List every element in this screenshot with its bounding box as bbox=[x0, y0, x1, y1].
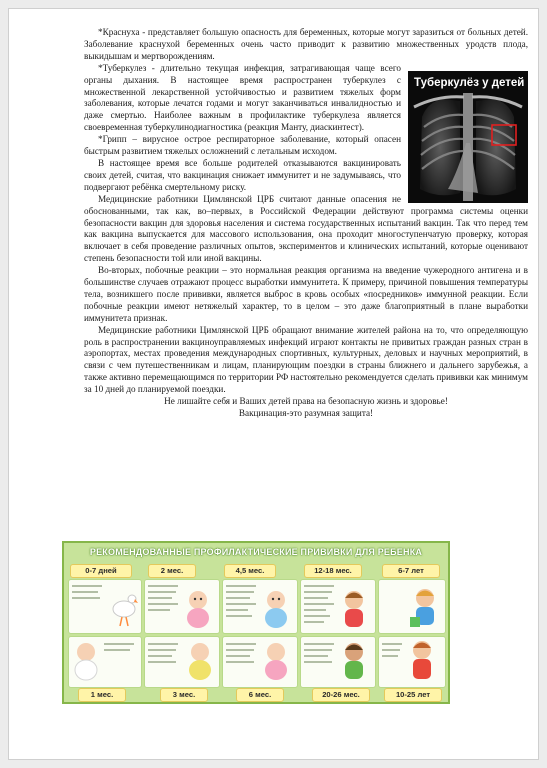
vaccine-list-graphic bbox=[304, 583, 338, 629]
paragraph-appeal: Не лишайте себя и Ваших детей права на безопасную жизнь и здоровье! bbox=[164, 396, 448, 407]
vaccine-list-graphic bbox=[304, 641, 338, 681]
paragraph-slogan: Вакцинация-это разумная защита! bbox=[238, 408, 374, 418]
toddler-illustration-20m bbox=[338, 641, 370, 681]
paragraph-refusal: В настоящее время все больше родителей отказываются вакцинировать своих детей, считая, что вакцинация снижает иммунитет и не задумываясь, что подвергают ребёнка смертельному риску. bbox=[84, 157, 401, 192]
paragraph-flu: *Грипп – вирусное острое респираторное заболевание, который опасен быстрым развитием тяжелых осложнений с летальным исходом. bbox=[84, 134, 401, 157]
age-label-6-7-years: 6-7 лет bbox=[382, 564, 440, 578]
age-label-3-months: 3 мес. bbox=[160, 688, 208, 702]
chest-xray-graphic bbox=[408, 71, 528, 203]
document-page bbox=[8, 8, 539, 760]
vaccine-list-graphic bbox=[148, 583, 182, 623]
child-illustration-6y bbox=[408, 587, 442, 629]
baby-illustration-2m bbox=[182, 589, 214, 629]
vaccine-list-graphic bbox=[382, 641, 406, 681]
age-label-1-month: 1 мес. bbox=[78, 688, 126, 702]
paragraph-side-effects: Во-вторых, побочные реакции – это нормальная реакция организма на введение чужеродного антигена и в большинстве случаев отражают процесс выработки иммунитета. К примеру, причиной повышения температуры тела, возникшего после прививки, является выброс в кровь особых «посредников» иммунной реакции. Если побочные реакции имеют нетяжелый характер, то в целом – это даже благоприятный в плане выработки иммунитета признак. bbox=[84, 265, 528, 323]
age-label-20-26-months: 20-26 мес. bbox=[312, 688, 370, 702]
age-label-10-25-years: 10-25 лет bbox=[384, 688, 442, 702]
toddler-illustration-12m bbox=[338, 589, 370, 629]
xray-caption: Туберкулёз у детей bbox=[414, 76, 525, 89]
age-label-0-7-days: 0-7 дней bbox=[70, 564, 132, 578]
baby-illustration-6m bbox=[260, 641, 292, 681]
baby-illustration-1m bbox=[70, 641, 102, 681]
baby-illustration-3m bbox=[184, 641, 216, 681]
teen-illustration-10y bbox=[404, 639, 440, 683]
paragraph-rubella: *Краснуха - представляет большую опасность для беременных, которые могут заразиться от больных детей. Заболевание краснухой беременных очень часто приводит к развитию множественных уродств плода, выкидышам и мертворождениям. bbox=[84, 27, 528, 61]
age-label-4-5-months: 4,5 мес. bbox=[224, 564, 276, 578]
baby-illustration-4m bbox=[260, 589, 292, 629]
age-label-12-18-months: 12-18 мес. bbox=[304, 564, 362, 578]
paragraph-tuberculosis: *Туберкулез - длительно текущая инфекция, затрагивающая чаще всего органы дыхания. В настоящее время распространен туберкулез с множественной лекарственной устойчивостью и развитием тяжелых форм заболевания, которые лечатся годами и могут заканчиваться инвалидностью и даже смертью. Наиболее важным в профилактике туберкулеза является своевременная туберкулинодиагностика (реакция Манту, диаскинтест). bbox=[84, 62, 401, 133]
vaccine-list-graphic bbox=[148, 641, 182, 681]
vaccination-schedule-poster bbox=[62, 541, 450, 704]
vaccine-list-graphic bbox=[72, 583, 106, 613]
age-label-2-months: 2 мес. bbox=[148, 564, 196, 578]
poster-title: РЕКОМЕНДОВАННЫЕ ПРОФИЛАКТИЧЕСКИЕ ПРИВИВКИ ДЛЯ РЕБЕНКА bbox=[89, 547, 423, 557]
vaccine-list-graphic bbox=[226, 641, 260, 681]
stork-illustration bbox=[108, 587, 138, 627]
age-label-6-months: 6 мес. bbox=[236, 688, 284, 702]
paragraph-travel: Медицинские работники Цимлянской ЦРБ обращают внимание жителей района на то, что определяющую роль в распространении вакциноуправляемых инфекций играют контакты не привитых граждан разных стран в аэропортах, местах проведения международных спортивных, культурных, деловых и научных мероприятий, в связи с чем путешественникам и лицам, планирующим поездки в страны ближнего и дальнего зарубежья, а также активно перемещающимся по территории РФ настоятельно рекомендуется сделать прививки как минимум за 10 дней до планируемой поездки. bbox=[84, 324, 528, 395]
paragraph-safety: Медицинские работники Цимлянской ЦРБ считают данные опасения не обоснованными, так как, во–первых, в Российской Федерации действуют программа системы оценки безопасности вакцин для здоровья населения и система государственных испытаний вакцин. Так что перед тем как вакцина выпускается для массового использования, она проходит многоступенчатую проверку, которая включает в себя проведение различных опытов, экспериментов и клинических испытаний, которые оценивают степень безопасности той или иной вакцины. bbox=[84, 193, 528, 264]
vaccine-list-graphic bbox=[226, 583, 260, 623]
document-body bbox=[84, 27, 528, 420]
tuberculosis-xray-image bbox=[408, 71, 528, 203]
vaccine-list-graphic bbox=[104, 641, 138, 681]
